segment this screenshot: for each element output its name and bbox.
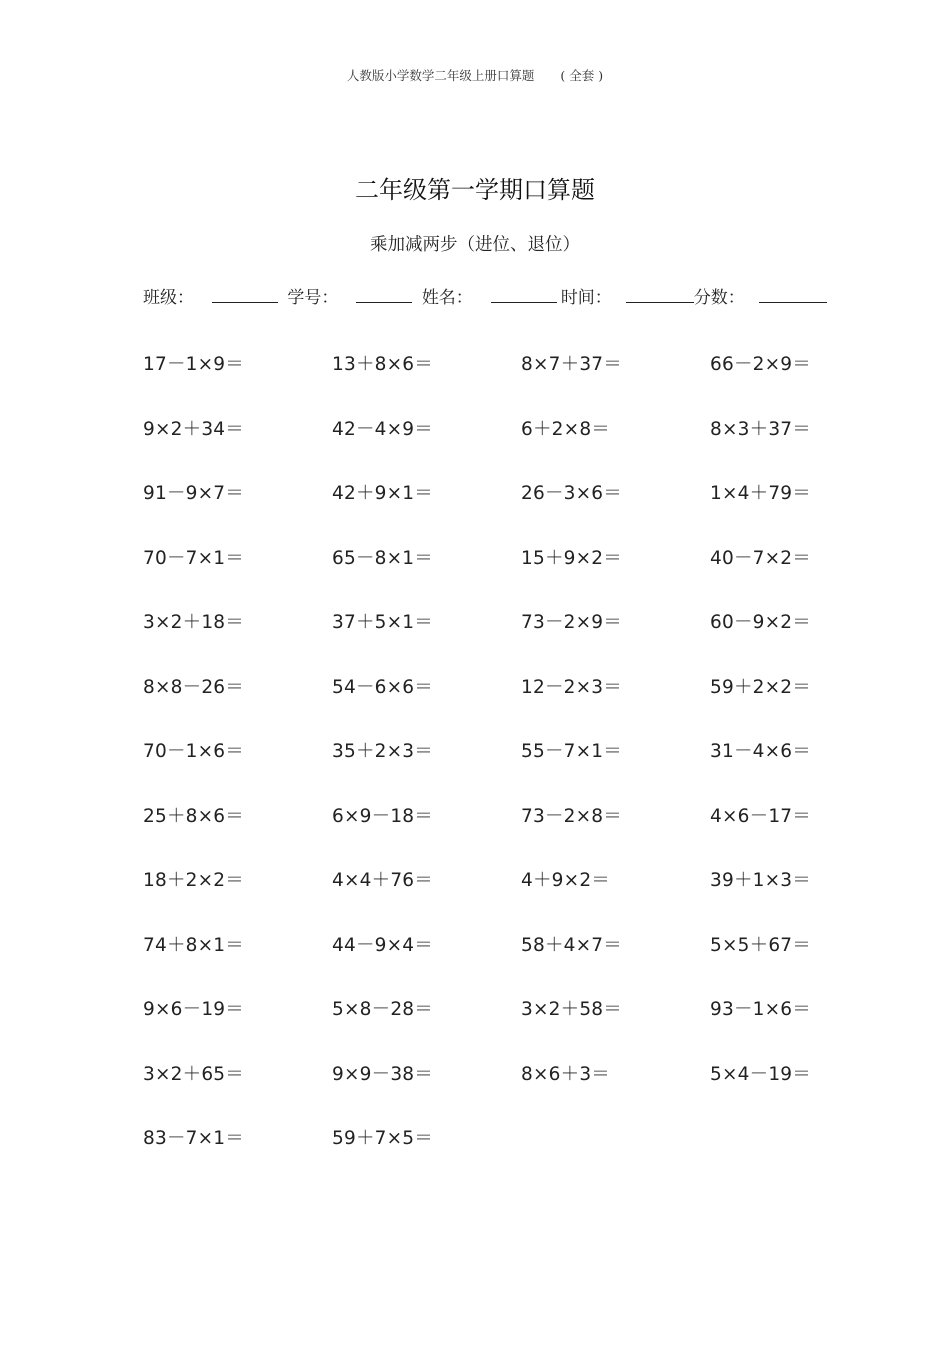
arithmetic-problem: 18＋2×2＝ — [143, 870, 244, 891]
arithmetic-problem: 4×4＋76＝ — [332, 870, 433, 891]
class-blank[interactable] — [212, 286, 278, 303]
arithmetic-problem: 13＋8×6＝ — [332, 354, 433, 375]
arithmetic-problem: 9×6－19＝ — [143, 999, 244, 1020]
arithmetic-problem: 54－6×6＝ — [332, 676, 433, 698]
arithmetic-problem: 26－3×6＝ — [521, 483, 622, 504]
arithmetic-problem: 73－2×8＝ — [521, 805, 622, 827]
arithmetic-problem: 15＋9×2＝ — [521, 547, 622, 569]
name-label: 姓名： — [421, 288, 473, 308]
arithmetic-problem: 17－1×9＝ — [143, 354, 244, 375]
score-blank[interactable] — [759, 286, 827, 303]
arithmetic-problem: 5×5＋67＝ — [710, 934, 811, 956]
student-number-blank[interactable] — [356, 286, 412, 303]
arithmetic-problem: 3×2＋65＝ — [143, 1063, 244, 1085]
arithmetic-problem: 40－7×2＝ — [710, 547, 811, 569]
arithmetic-problem: 93－1×6＝ — [710, 999, 811, 1020]
arithmetic-problem: 4＋9×2＝ — [521, 870, 611, 891]
name-blank[interactable] — [491, 286, 557, 303]
arithmetic-problem: 8×7＋37＝ — [521, 354, 622, 375]
arithmetic-problem: 12－2×3＝ — [521, 676, 622, 698]
arithmetic-problem: 73－2×9＝ — [521, 612, 622, 633]
class-label: 班级： — [143, 288, 194, 308]
running-title: 人教版小学数学二年级上册口算题 — [346, 68, 535, 83]
student-info-line — [143, 283, 843, 308]
time-blank[interactable] — [626, 286, 694, 303]
arithmetic-problem: 35＋2×3＝ — [332, 741, 433, 762]
arithmetic-problem: 8×6＋3＝ — [521, 1063, 611, 1085]
arithmetic-problem: 9×9－38＝ — [332, 1063, 433, 1085]
arithmetic-problem: 60－9×2＝ — [710, 612, 811, 633]
problem-grid — [143, 352, 903, 1191]
arithmetic-problem: 4×6－17＝ — [710, 805, 811, 827]
arithmetic-problem: 55－7×1＝ — [521, 741, 622, 762]
arithmetic-problem: 65－8×1＝ — [332, 547, 433, 569]
arithmetic-problem: 5×4－19＝ — [710, 1063, 811, 1085]
arithmetic-problem: 58＋4×7＝ — [521, 934, 622, 956]
running-header — [0, 66, 950, 84]
page-title: 二年级第一学期口算题 — [355, 176, 595, 204]
arithmetic-problem: 59＋2×2＝ — [710, 676, 811, 698]
arithmetic-problem: 3×2＋58＝ — [521, 999, 622, 1020]
arithmetic-problem: 37＋5×1＝ — [332, 612, 433, 633]
arithmetic-problem: 5×8－28＝ — [332, 999, 433, 1020]
arithmetic-problem: 59＋7×5＝ — [332, 1128, 433, 1149]
arithmetic-problem: 8×3＋37＝ — [710, 418, 811, 440]
running-suffix: ( 全套 ) — [560, 68, 604, 83]
arithmetic-problem: 44－9×4＝ — [332, 934, 433, 956]
score-label: 分数： — [693, 288, 745, 308]
arithmetic-problem: 42＋9×1＝ — [332, 483, 433, 504]
arithmetic-problem: 66－2×9＝ — [710, 354, 811, 375]
arithmetic-problem: 83－7×1＝ — [143, 1128, 244, 1149]
arithmetic-problem: 31－4×6＝ — [710, 741, 811, 762]
arithmetic-problem: 25＋8×6＝ — [143, 805, 244, 827]
arithmetic-problem: 70－7×1＝ — [143, 547, 244, 569]
arithmetic-problem: 8×8－26＝ — [143, 676, 244, 698]
arithmetic-problem: 70－1×6＝ — [143, 741, 244, 762]
arithmetic-problem: 91－9×7＝ — [143, 483, 244, 504]
arithmetic-problem: 3×2＋18＝ — [143, 612, 244, 633]
time-label: 时间： — [560, 288, 612, 308]
arithmetic-problem: 42－4×9＝ — [332, 418, 433, 440]
arithmetic-problem: 39＋1×3＝ — [710, 870, 811, 891]
student-number-label: 学号： — [287, 288, 339, 308]
page-subtitle: 乘加减两步（进位、退位） — [370, 235, 580, 255]
arithmetic-problem: 9×2＋34＝ — [143, 418, 244, 440]
arithmetic-problem: 1×4＋79＝ — [710, 483, 811, 504]
arithmetic-problem: 6＋2×8＝ — [521, 418, 611, 440]
arithmetic-problem: 74＋8×1＝ — [143, 934, 244, 956]
arithmetic-problem: 6×9－18＝ — [332, 805, 433, 827]
